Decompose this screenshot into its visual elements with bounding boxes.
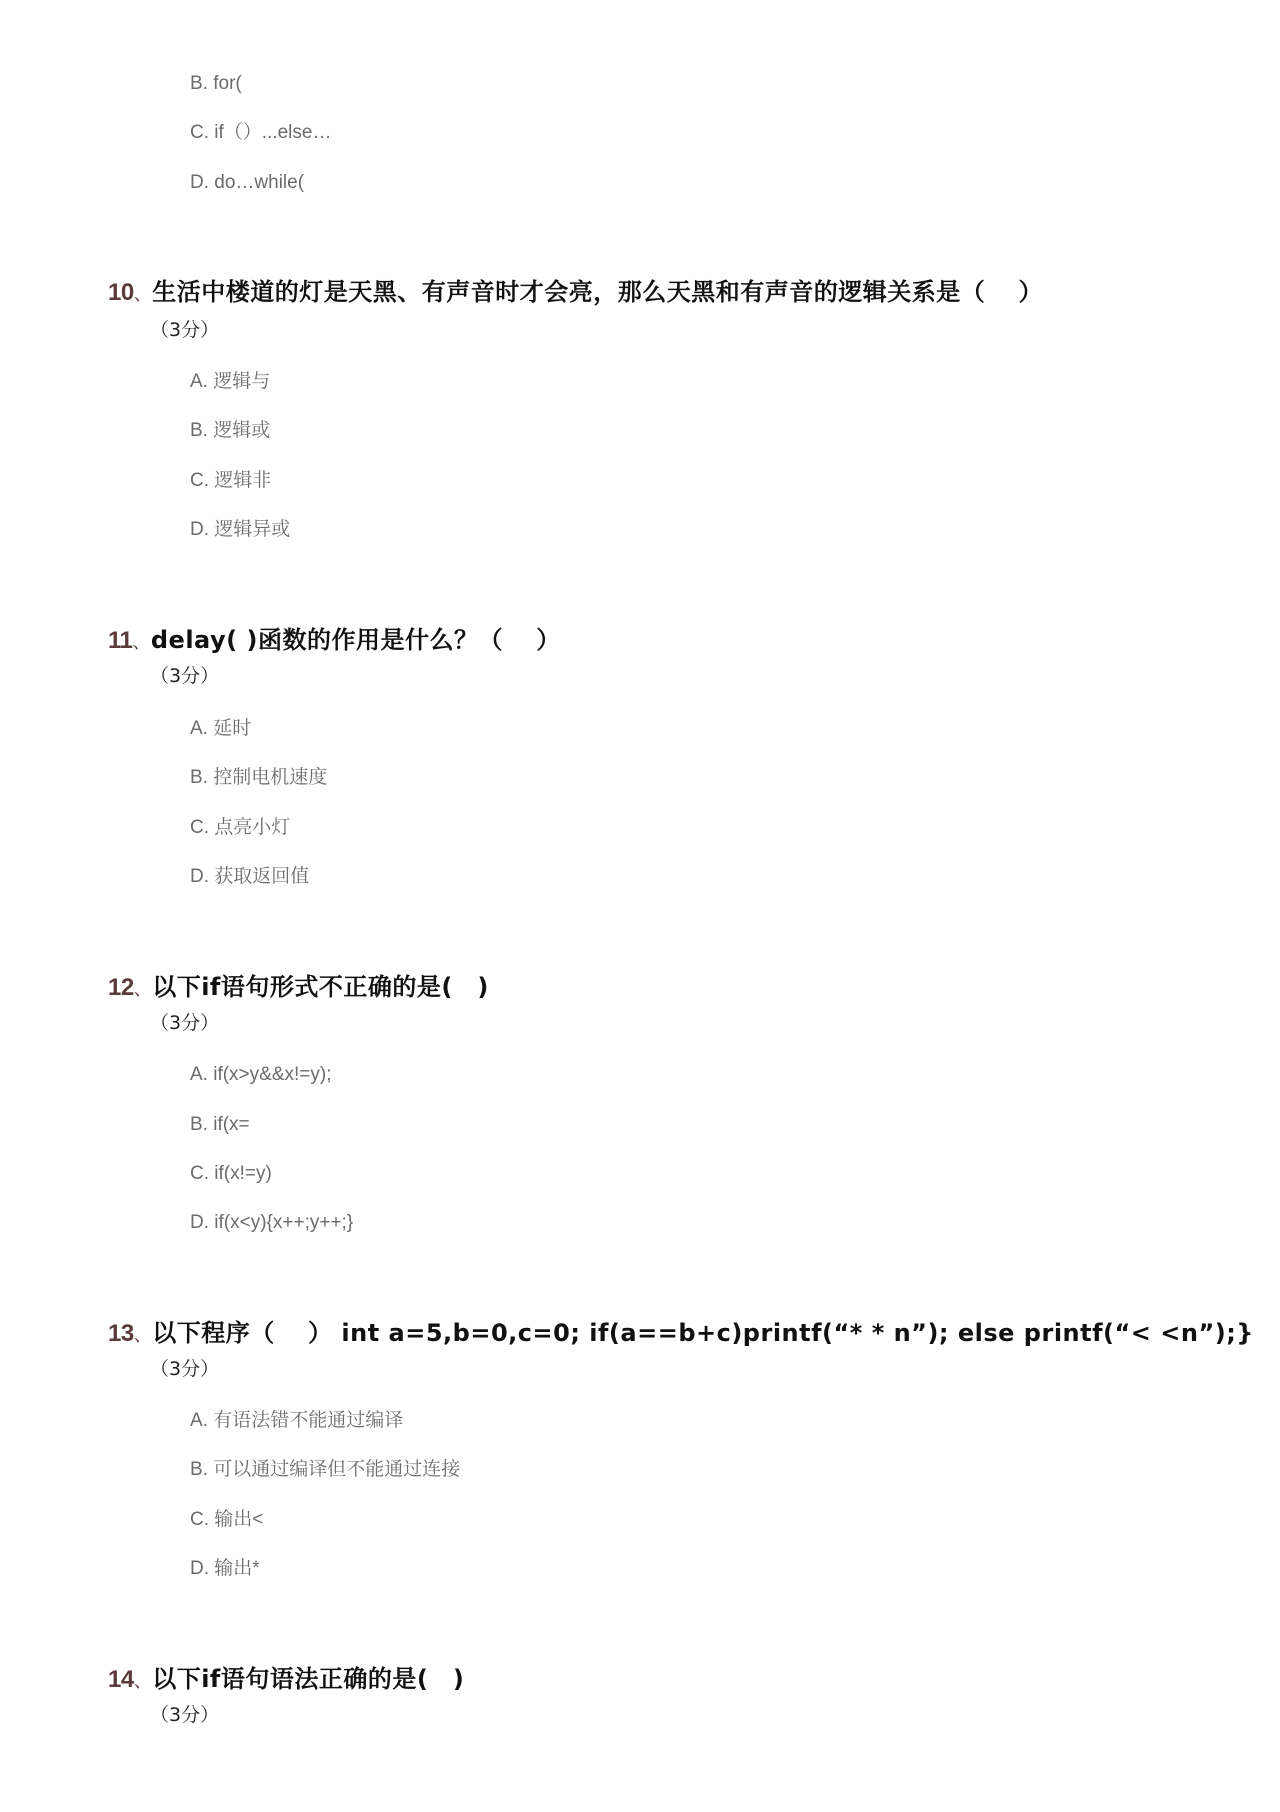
question-12-option-c: C. if(x!=y) <box>190 1163 272 1184</box>
question-11-option-d: D. 获取返回值 <box>190 866 310 887</box>
question-separator: 、 <box>133 1671 153 1692</box>
question-13-score: （3分） <box>150 1358 220 1380</box>
question-11-option-c: C. 点亮小灯 <box>190 817 291 838</box>
question-separator: 、 <box>133 284 153 305</box>
question-separator: 、 <box>133 1325 153 1346</box>
question-text: 以下if语句形式不正确的是( ) <box>152 973 489 1001</box>
question-text: 以下if语句语法正确的是( ) <box>152 1665 465 1693</box>
question-10-option-a: A. 逻辑与 <box>190 371 271 392</box>
prev-question-option-c: C. if（）...else… <box>190 122 332 143</box>
question-number: 14 <box>108 1666 134 1693</box>
question-10-option-d: D. 逻辑异或 <box>190 519 291 540</box>
question-11-option-a: A. 延时 <box>190 718 252 739</box>
question-text: 生活中楼道的灯是天黑、有声音时才会亮，那么天黑和有声音的逻辑关系是（ ） <box>152 278 1044 306</box>
question-separator: 、 <box>132 632 151 653</box>
question-10-option-c: C. 逻辑非 <box>190 470 272 491</box>
question-number: 10 <box>108 279 134 306</box>
question-13-option-c: C. 输出< <box>190 1509 264 1530</box>
question-14-title <box>108 1663 464 1698</box>
prev-question-option-b: B. for( <box>190 73 242 94</box>
question-separator: 、 <box>133 979 153 1000</box>
question-12-option-b: B. if(x= <box>190 1114 250 1135</box>
question-number: 12 <box>108 974 134 1001</box>
question-number: 13 <box>108 1320 134 1347</box>
question-11-option-b: B. 控制电机速度 <box>190 767 328 788</box>
question-text: 以下程序（ ） int a=5,b=0,c=0; if(a==b+c)printf(“* * n”); else printf(“< <n”);} <box>152 1319 1254 1347</box>
question-12-option-a: A. if(x>y&&x!=y); <box>190 1064 332 1085</box>
question-10-score: （3分） <box>150 319 220 341</box>
question-10-title <box>108 276 1043 311</box>
question-13-option-d: D. 输出* <box>190 1558 260 1579</box>
question-text: delay( )函数的作用是什么？（ ） <box>150 626 561 654</box>
question-11-score: （3分） <box>150 665 220 687</box>
question-13-option-b: B. 可以通过编译但不能通过连接 <box>190 1459 461 1480</box>
question-10-option-b: B. 逻辑或 <box>190 420 271 441</box>
question-13-title <box>108 1317 1254 1352</box>
prev-question-option-d: D. do…while( <box>190 172 305 193</box>
question-14-score: （3分） <box>150 1704 220 1726</box>
question-12-score: （3分） <box>150 1012 220 1034</box>
question-11-title <box>108 624 561 659</box>
question-number: 11 <box>108 627 133 654</box>
question-13-option-a: A. 有语法错不能通过编译 <box>190 1410 404 1431</box>
question-12-option-d: D. if(x<y){x++;y++;} <box>190 1212 354 1233</box>
question-12-title <box>108 971 489 1006</box>
